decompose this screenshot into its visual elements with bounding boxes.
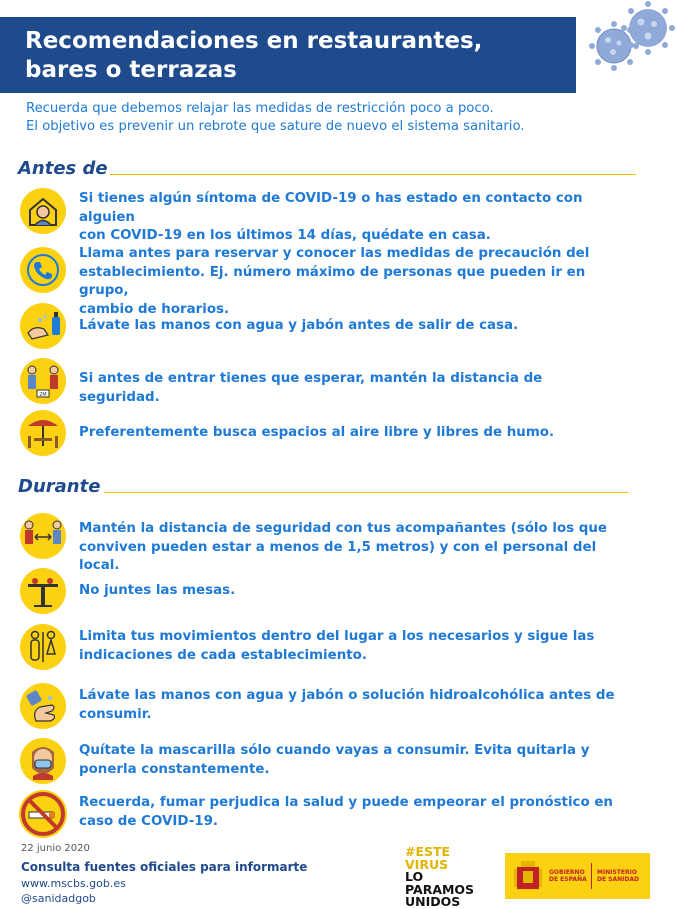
footer-consult-text: Consulta fuentes oficiales para informarte — [21, 860, 308, 874]
footer-social-handle[interactable]: @sanidadgob — [21, 892, 96, 905]
campaign-unidos: UNIDOS — [405, 894, 461, 909]
campaign-logo — [405, 846, 501, 909]
restroom-icon — [20, 624, 66, 670]
footer-date: 22 junio 2020 — [21, 843, 90, 854]
durante-item-text: Recuerda, fumar perjudica la salud y puede empeorar el pronóstico en caso de COVID-19. — [79, 795, 613, 829]
two-meter-distance-icon — [20, 358, 66, 404]
gov-spain-label: GOBIERNO DE ESPAÑA — [549, 869, 587, 883]
campaign-hash: #ESTE — [405, 844, 451, 859]
coat-of-arms-icon — [513, 859, 543, 893]
people-distance-icon — [20, 513, 66, 559]
durante-item-text: Mantén la distancia de seguridad con tus acompañantes (sólo los que conviven pueden estar a menos de 1,5 metros) y con el personal del local. — [79, 521, 607, 573]
durante-item-text: No juntes las mesas. — [79, 583, 236, 598]
antes-item-text: Lávate las manos con agua y jabón antes de salir de casa. — [79, 318, 519, 333]
antes-item-text: Si tienes algún síntoma de COVID-19 o has estado en contacto con alguien con COVID-19 en los últimos 14 días, quédate en casa. — [79, 191, 583, 243]
header-banner — [0, 17, 576, 93]
section-title-durante: Durante — [18, 476, 101, 497]
campaign-paramos: PARAMOS — [405, 881, 475, 897]
intro-text: Recuerda que debemos relajar las medidas de restricción poco a poco. El objetivo es prevenir un rebrote que sature de nuevo el sistema sanitario. — [26, 101, 525, 134]
durante-item-text: Limita tus movimientos dentro del lugar a los necesarios y sigue las indicaciones de cada establecimiento. — [79, 629, 595, 663]
page-title: Recomendaciones en restaurantes, bares o terrazas — [25, 28, 483, 83]
phone-icon — [20, 247, 66, 293]
gov-separator — [591, 863, 592, 889]
hand-sanitizer-icon — [20, 683, 66, 729]
no-smoking-icon — [19, 790, 67, 838]
antes-item-text: Preferentemente busca espacios al aire libre y libres de humo. — [79, 425, 555, 440]
separate-tables-icon — [20, 568, 66, 614]
durante-item-text: Quítate la mascarilla sólo cuando vayas a consumir. Evita quitarla y ponerla constantemente. — [79, 743, 590, 777]
government-logo — [505, 853, 650, 899]
person-at-home-icon — [20, 188, 66, 234]
hand-washing-icon — [20, 303, 66, 349]
face-mask-icon — [20, 738, 66, 784]
durante-item-text: Lávate las manos con agua y jabón o solución hidroalcohólica antes de consumir. — [79, 688, 615, 722]
virus-decoration-icon — [620, 0, 676, 56]
campaign-virus: VIRUS — [405, 856, 449, 872]
antes-item-text: Llama antes para reservar y conocer las medidas de precaución del establecimiento. Ej. número máximo de personas que pueden ir en grupo, cambio de horarios. — [79, 246, 590, 317]
terrace-table-icon — [20, 410, 66, 456]
section-divider — [104, 492, 628, 493]
ministry-label: MINISTERIO DE SANIDAD — [597, 869, 639, 883]
antes-item-text: Si antes de entrar tienes que esperar, mantén la distancia de seguridad. — [79, 371, 543, 405]
svg-text:2M: 2M — [39, 392, 47, 398]
section-title-antes: Antes de — [18, 158, 108, 179]
campaign-lo: LO — [405, 869, 424, 884]
footer-website-link[interactable]: www.mscbs.gob.es — [21, 877, 126, 890]
section-divider — [110, 174, 636, 175]
